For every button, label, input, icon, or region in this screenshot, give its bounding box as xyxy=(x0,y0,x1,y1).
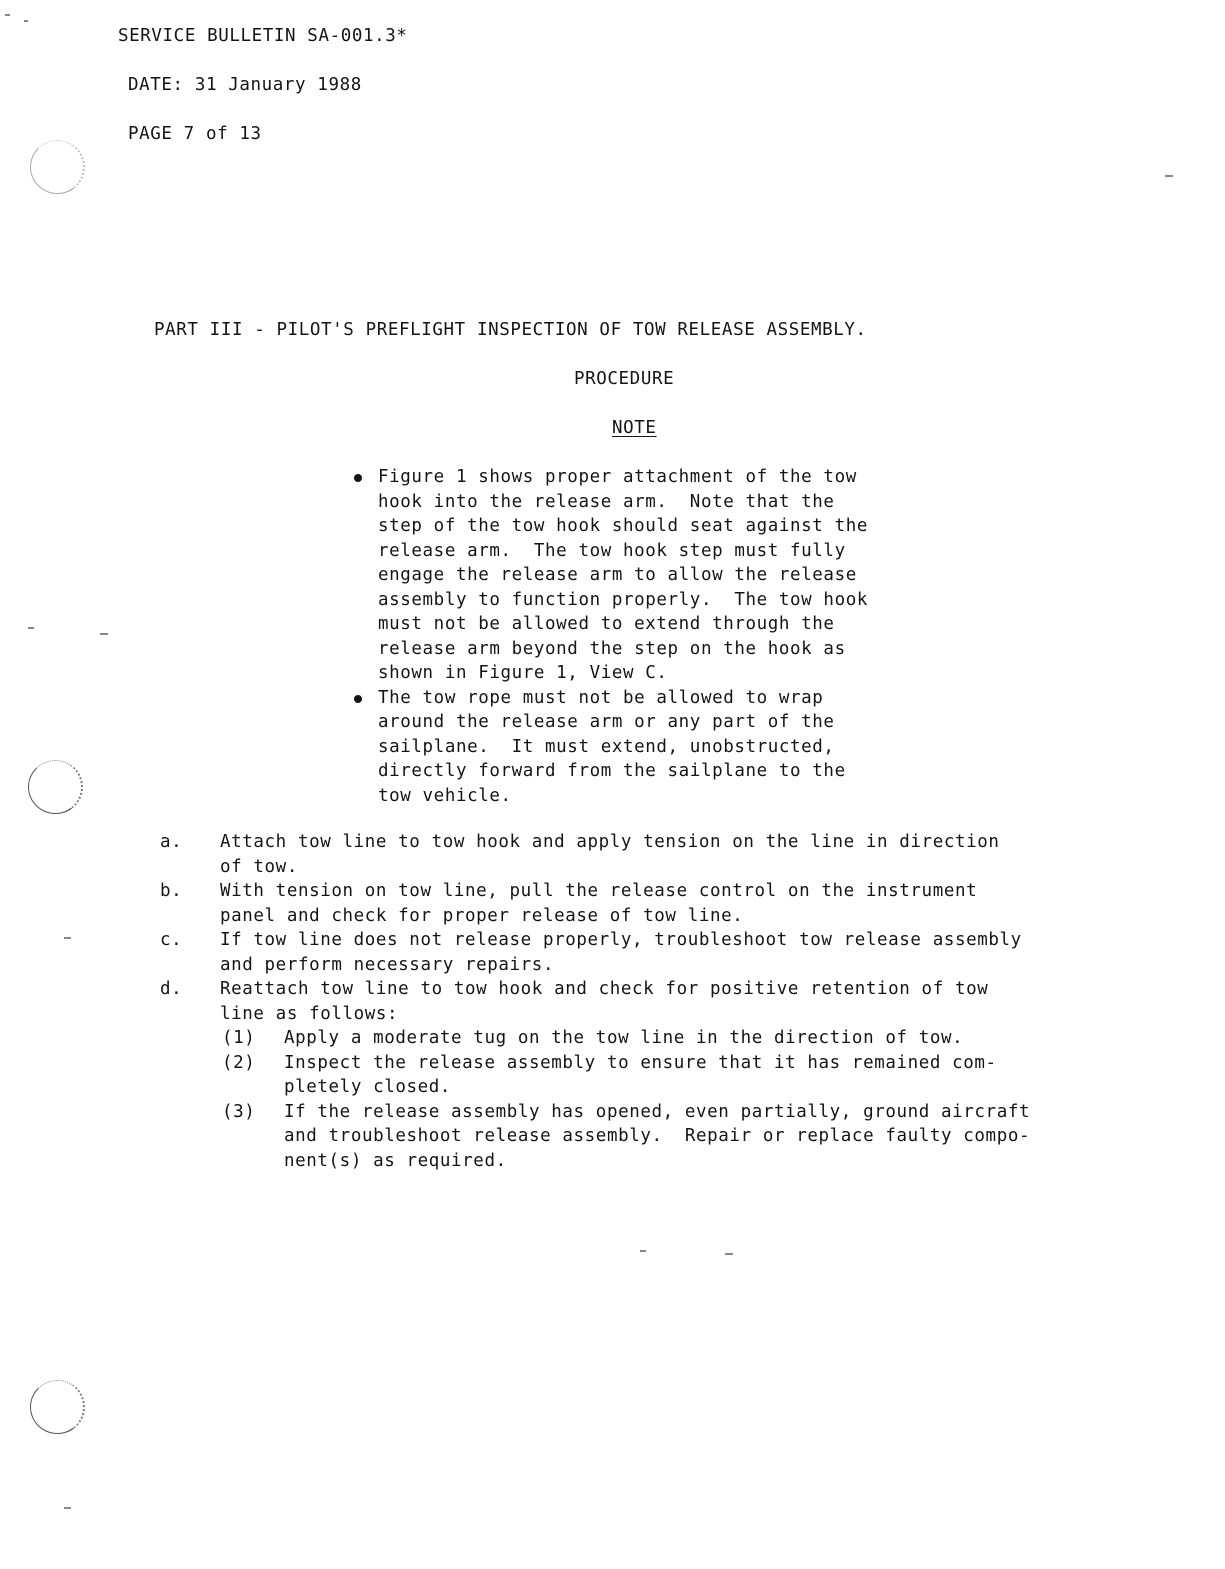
step-line: Attach tow line to tow hook and apply tension on the line in direction xyxy=(220,832,1000,852)
note-line: around the release arm or any part of the xyxy=(378,712,835,732)
procedure-heading: PROCEDURE xyxy=(574,369,675,389)
bullet-icon xyxy=(354,695,362,703)
bullet-icon xyxy=(354,474,362,482)
substep-label: (1) xyxy=(222,1028,256,1048)
substep-line: If the release assembly has opened, even partially, ground aircraft xyxy=(284,1101,1031,1122)
note-line: engage the release arm to allow the release xyxy=(378,565,857,585)
note-line: directly forward from the sailplane to the xyxy=(378,761,846,781)
note-line: tow vehicle. xyxy=(378,785,512,806)
scan-speck xyxy=(725,1253,733,1255)
substep-line: and troubleshoot release assembly. Repair or replace faulty compo- xyxy=(284,1126,1031,1146)
note-line: assembly to function properly. The tow hook xyxy=(378,589,868,610)
substep-line: Inspect the release assembly to ensure that it has remained com- xyxy=(284,1052,997,1073)
step-line: Reattach tow line to tow hook and check for positive retention of tow xyxy=(220,979,989,999)
punch-hole-mark xyxy=(30,1380,85,1434)
note-heading: NOTE xyxy=(612,418,657,438)
note-line: sailplane. It must extend, unobstructed, xyxy=(378,736,835,757)
page-number: PAGE 7 of 13 xyxy=(128,124,262,144)
step-label: b. xyxy=(160,881,183,901)
step-line: With tension on tow line, pull the release control on the instrument xyxy=(220,881,978,901)
substep-line: nent(s) as required. xyxy=(284,1150,507,1171)
note-line: Figure 1 shows proper attachment of the tow xyxy=(378,467,857,487)
note-line: must not be allowed to extend through the xyxy=(378,614,835,634)
scan-speck xyxy=(640,1250,646,1252)
step-line: line as follows: xyxy=(220,1003,399,1024)
step-label: a. xyxy=(160,832,183,852)
note-line: hook into the release arm. Note that the xyxy=(378,491,835,512)
substep-label: (2) xyxy=(222,1052,256,1073)
note-line: shown in Figure 1, View C. xyxy=(378,663,668,683)
substep-label: (3) xyxy=(222,1101,256,1122)
scan-speck xyxy=(1165,175,1173,177)
step-label: d. xyxy=(160,979,183,999)
scan-speck xyxy=(28,627,34,629)
scan-speck xyxy=(5,14,10,16)
note-line: release arm beyond the step on the hook as xyxy=(378,638,846,659)
step-label: c. xyxy=(160,930,183,950)
step-line: If tow line does not release properly, troubleshoot tow release assembly xyxy=(220,930,1022,950)
scan-speck xyxy=(64,937,71,939)
substep-line: pletely closed. xyxy=(284,1077,452,1097)
note-line: release arm. The tow hook step must fully xyxy=(378,540,846,561)
bulletin-date: DATE: 31 January 1988 xyxy=(128,75,362,95)
step-line: of tow. xyxy=(220,856,298,877)
step-line: and perform necessary repairs. xyxy=(220,954,555,975)
part-title: PART III - PILOT'S PREFLIGHT INSPECTION OF TOW RELEASE ASSEMBLY. xyxy=(154,320,867,340)
note-line: step of the tow hook should seat against the xyxy=(378,516,868,536)
punch-hole-mark xyxy=(30,140,85,194)
scan-speck xyxy=(100,633,108,635)
scan-speck xyxy=(64,1507,71,1509)
note-line: The tow rope must not be allowed to wrap xyxy=(378,687,824,708)
step-line: panel and check for proper release of tow line. xyxy=(220,905,744,926)
substep-line: Apply a moderate tug on the tow line in the direction of tow. xyxy=(284,1028,964,1048)
scan-speck xyxy=(24,20,28,22)
bulletin-number: SERVICE BULLETIN SA-001.3* xyxy=(118,26,408,46)
punch-hole-mark xyxy=(28,760,83,814)
